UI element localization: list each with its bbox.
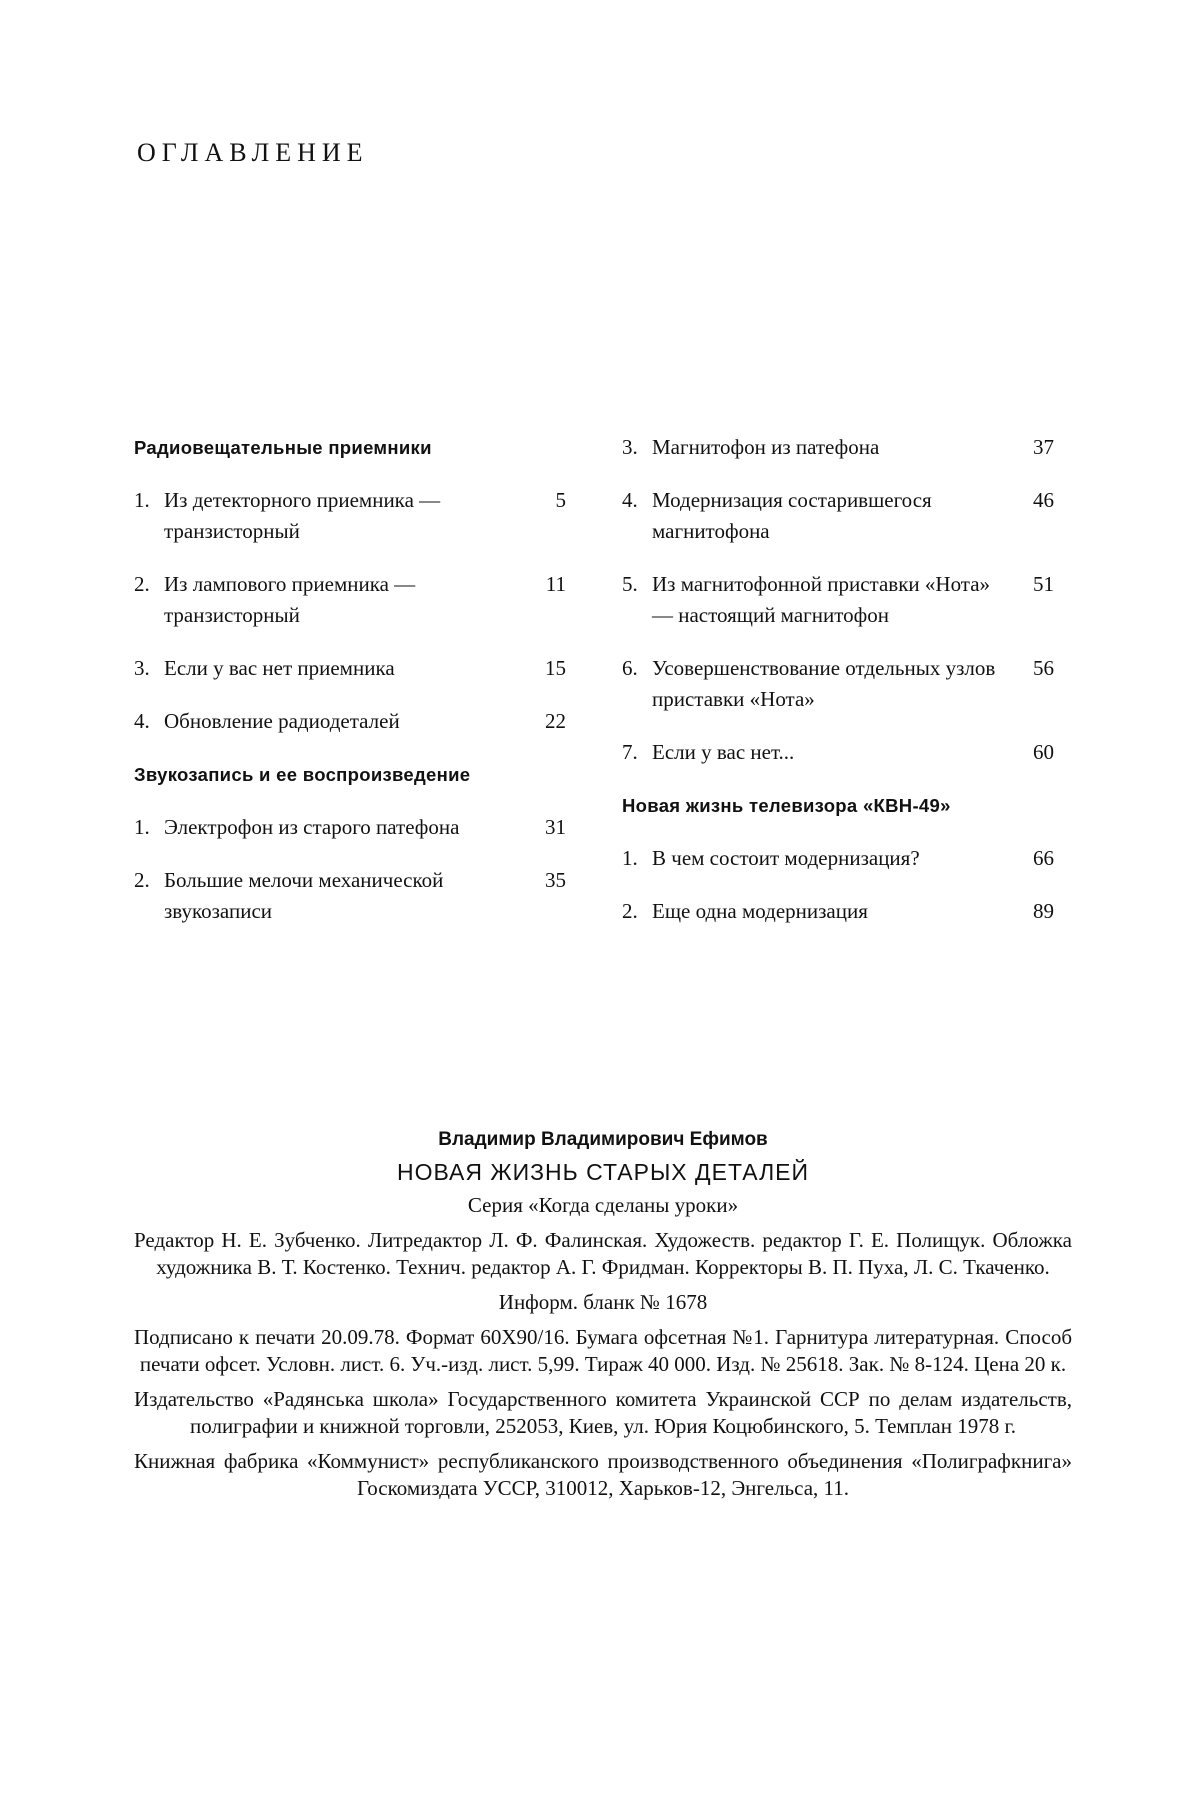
toc-entry — [134, 485, 566, 547]
toc-entry — [622, 843, 1054, 874]
toc-entry — [622, 896, 1054, 927]
toc-entry-page: 51 — [1014, 569, 1054, 631]
toc-entry-number: 2. — [622, 896, 652, 927]
toc-entry-number: 6. — [622, 653, 652, 715]
toc-entry-text: Модернизация состарившегося магнитофона — [652, 485, 1014, 547]
toc-entry-number: 2. — [134, 865, 164, 927]
toc-entry — [134, 706, 566, 737]
toc-entry-number: 3. — [622, 432, 652, 463]
toc-entry — [622, 432, 1054, 463]
toc-entry-page: 66 — [1014, 843, 1054, 874]
toc-entry-number: 7. — [622, 737, 652, 768]
toc-entry — [622, 485, 1054, 547]
toc-entry-text: Если у вас нет... — [652, 737, 1014, 768]
toc-entry-number: 2. — [134, 569, 164, 631]
toc-entry-text: Из магнитофонной приставки «Нота» — настоящий магнитофон — [652, 569, 1014, 631]
toc-entry-text: Большие мелочи механической звукозаписи — [164, 865, 526, 927]
toc-entry — [134, 653, 566, 684]
toc-entry-text: Электрофон из старого патефона — [164, 812, 526, 843]
toc-entry — [622, 737, 1054, 768]
toc-entry-number: 1. — [134, 812, 164, 843]
toc-entry-text: Усовершенствование отдельных узлов приставки «Нота» — [652, 653, 1014, 715]
editors-credits: Редактор Н. Е. Зубченко. Литредактор Л. Ф. Фалинская. Художеств. редактор Г. Е. Полищук. Обложка художника В. Т. Костенко. Технич. редактор А. Г. Фридман. Корректоры В. П. Пуха, Л. С. Ткаченко. — [134, 1227, 1072, 1281]
toc-entry-page: 60 — [1014, 737, 1054, 768]
toc-entry-text: Если у вас нет приемника — [164, 653, 526, 684]
toc-entry-page: 22 — [526, 706, 566, 737]
toc-entry-text: Магнитофон из патефона — [652, 432, 1014, 463]
toc-entry-number: 5. — [622, 569, 652, 631]
publisher-details: Издательство «Радянська школа» Государственного комитета Украинской ССР по делам издательств, полиграфии и книжной торговли, 252053, Киев, ул. Юрия Коцюбинского, 5. Темплан 1978 г. — [134, 1386, 1072, 1440]
page-heading: ОГЛАВЛЕНИЕ — [137, 138, 369, 168]
toc-entry-page: 5 — [526, 485, 566, 547]
toc-entry-text: Еще одна модернизация — [652, 896, 1014, 927]
toc-section-title: Звукозапись и ее воспроизведение — [134, 759, 566, 790]
toc-entry-page: 15 — [526, 653, 566, 684]
book-title: НОВАЯ ЖИЗНЬ СТАРЫХ ДЕТАЛЕЙ — [134, 1159, 1072, 1186]
toc-entry — [622, 569, 1054, 631]
toc-entry — [134, 569, 566, 631]
toc-section-title: Радиовещательные приемники — [134, 432, 566, 463]
toc-entry-text: В чем состоит модернизация? — [652, 843, 1014, 874]
toc-entry-number: 4. — [134, 706, 164, 737]
toc-entry-page: 46 — [1014, 485, 1054, 547]
toc-entry-page: 35 — [526, 865, 566, 927]
toc-right-column — [622, 432, 1054, 949]
toc-section-title: Новая жизнь телевизора «КВН-49» — [622, 790, 1054, 821]
toc-entry-page: 37 — [1014, 432, 1054, 463]
toc-entry-number: 3. — [134, 653, 164, 684]
toc-entry-page: 56 — [1014, 653, 1054, 715]
toc-entry-text: Обновление радиодеталей — [164, 706, 526, 737]
toc-entry-number: 1. — [622, 843, 652, 874]
printing-details: Подписано к печати 20.09.78. Формат 60Х90/16. Бумага офсетная №1. Гарнитура литературная. Способ печати офсет. Условн. лист. 6. Уч.-изд. лист. 5,99. Тираж 40 000. Изд. № 25618. Зак. № 8-124. Цена 20 к. — [134, 1324, 1072, 1378]
inform-blank: Информ. бланк № 1678 — [134, 1289, 1072, 1316]
toc-entry-number: 4. — [622, 485, 652, 547]
toc-entry-number: 1. — [134, 485, 164, 547]
factory-details: Книжная фабрика «Коммунист» республиканского производственного объединения «Полиграфкнига» Госкомиздата УССР, 310012, Харьков-12, Энгельса, 11. — [134, 1448, 1072, 1502]
imprint-block — [134, 1126, 1072, 1510]
series-name: Серия «Когда сделаны уроки» — [134, 1192, 1072, 1219]
toc-entry — [134, 812, 566, 843]
toc-entry-page: 31 — [526, 812, 566, 843]
toc-entry-page: 89 — [1014, 896, 1054, 927]
toc-entry — [134, 865, 566, 927]
toc-entry-page: 11 — [526, 569, 566, 631]
toc-entry-text: Из детекторного приемника — транзисторный — [164, 485, 526, 547]
toc-entry — [622, 653, 1054, 715]
toc-entry-text: Из лампового приемника — транзисторный — [164, 569, 526, 631]
toc-left-column — [134, 432, 566, 949]
author-name: Владимир Владимирович Ефимов — [134, 1126, 1072, 1153]
